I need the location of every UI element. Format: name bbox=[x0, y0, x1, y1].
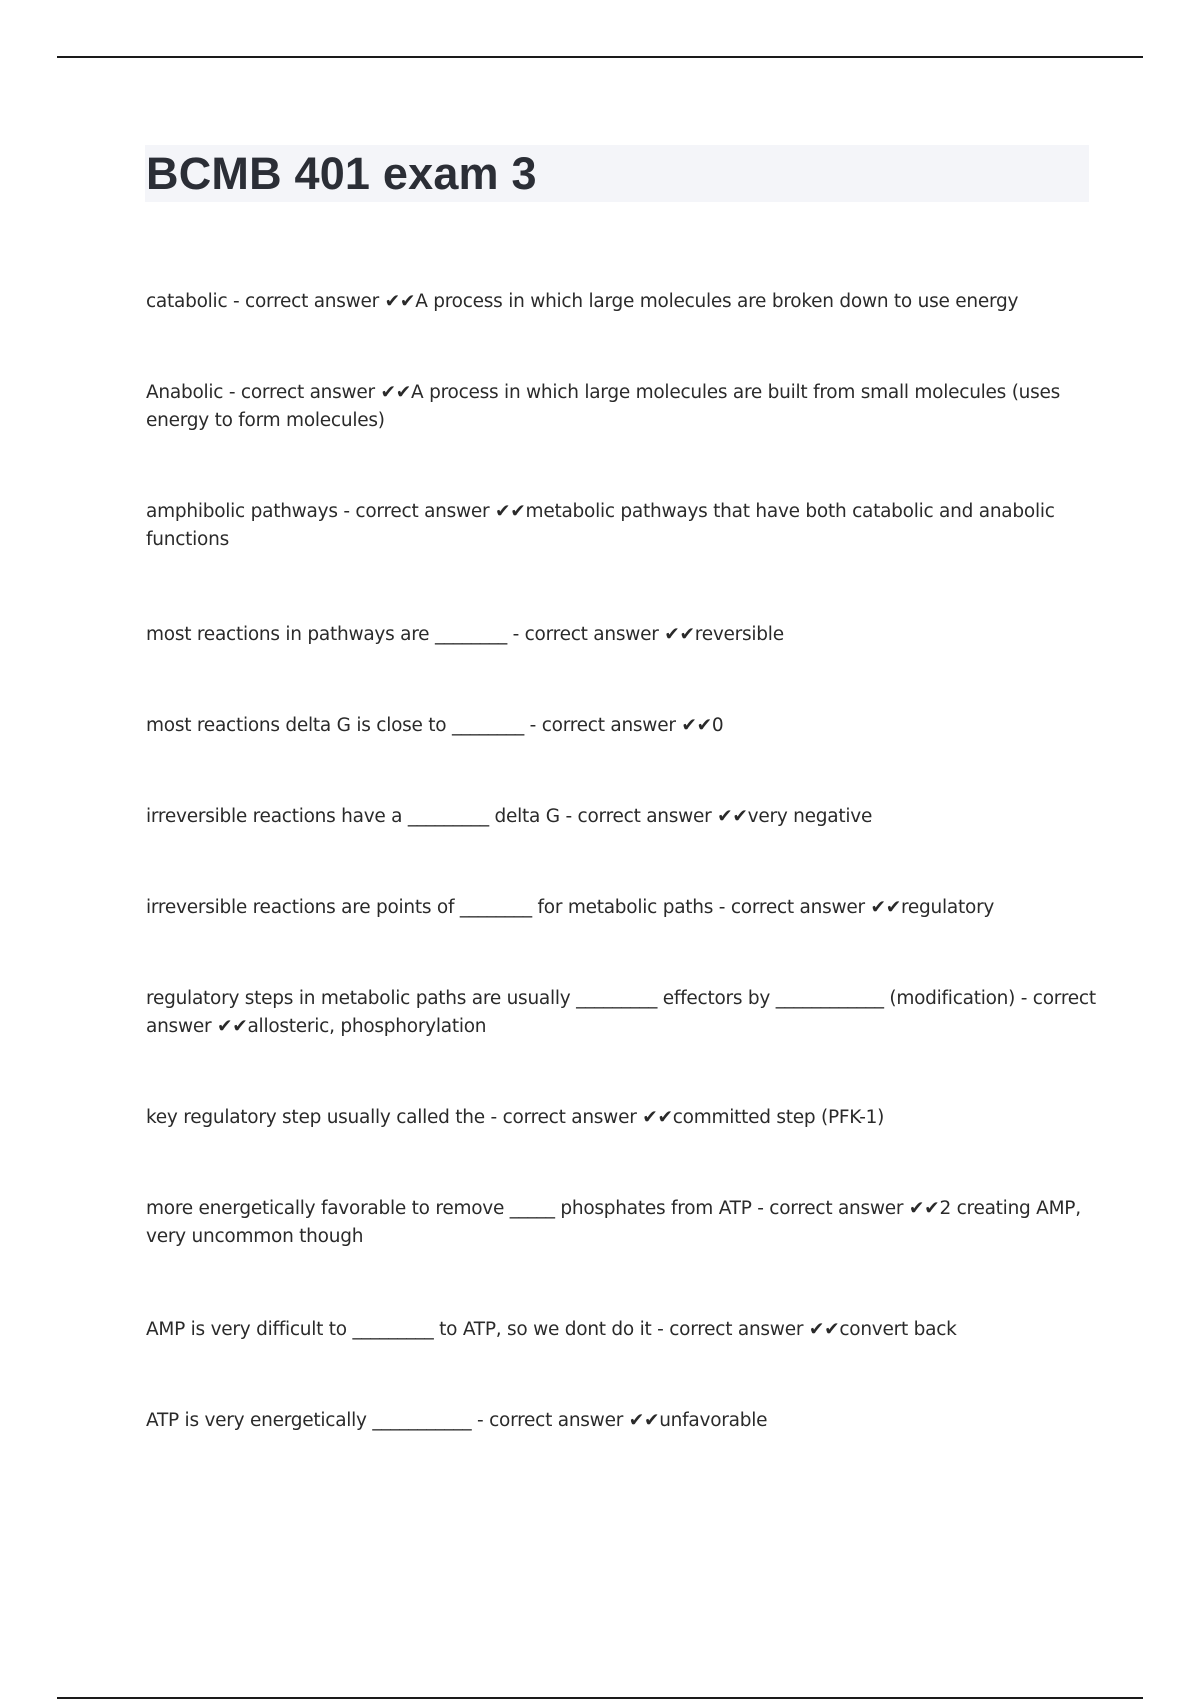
answer: regulatory bbox=[900, 897, 995, 918]
document-title: BCMB 401 exam 3 bbox=[146, 148, 537, 199]
term: irreversible reactions have a _________ delta G bbox=[146, 806, 560, 827]
flashcard-item bbox=[146, 712, 1096, 740]
answer: reversible bbox=[694, 624, 784, 645]
term: catabolic bbox=[146, 291, 228, 312]
term: more energetically favorable to remove _____ phosphates from ATP bbox=[146, 1198, 752, 1219]
answer: committed step (PFK-1) bbox=[672, 1107, 885, 1128]
answer: A process in which large molecules are broken down to use energy bbox=[415, 291, 1019, 312]
flashcard-item bbox=[146, 498, 1096, 554]
answer-label: - correct answer bbox=[506, 624, 665, 645]
check-icon: ✔✔ bbox=[717, 806, 748, 827]
flashcard-item bbox=[146, 894, 1096, 922]
check-icon: ✔✔ bbox=[384, 291, 416, 312]
term: irreversible reactions are points of ________ for metabolic paths bbox=[146, 897, 714, 918]
term: most reactions in pathways are ________ bbox=[146, 624, 507, 645]
answer-label: - correct answer bbox=[484, 1107, 643, 1128]
footer-rule bbox=[57, 1697, 1143, 1699]
term: regulatory steps in metabolic paths are usually _________ effectors by ____________ (modification) bbox=[146, 988, 1016, 1009]
check-icon: ✔✔ bbox=[908, 1198, 940, 1219]
check-icon: ✔✔ bbox=[495, 501, 526, 522]
check-icon: ✔✔ bbox=[808, 1319, 840, 1340]
flashcard-item bbox=[146, 379, 1096, 435]
term: AMP is very difficult to _________ to ATP, so we dont do it bbox=[146, 1319, 652, 1340]
check-icon: ✔✔ bbox=[380, 382, 412, 403]
term: most reactions delta G is close to ________ bbox=[146, 715, 525, 736]
answer-label: - correct answer bbox=[146, 988, 1096, 1037]
answer-label: - correct answer bbox=[337, 501, 496, 522]
answer-label: - correct answer bbox=[651, 1319, 809, 1340]
answer: A process in which large molecules are built from small molecules (uses energy to form molecules) bbox=[146, 382, 1061, 431]
answer: allosteric, phosphorylation bbox=[247, 1016, 487, 1037]
check-icon: ✔✔ bbox=[642, 1107, 673, 1128]
flashcard-item bbox=[146, 621, 1096, 649]
check-icon: ✔✔ bbox=[628, 1410, 660, 1431]
term: amphibolic pathways bbox=[146, 501, 338, 522]
check-icon: ✔✔ bbox=[870, 897, 901, 918]
answer: 0 bbox=[711, 715, 724, 736]
flashcard-item bbox=[146, 1195, 1096, 1251]
answer-label: - correct answer bbox=[471, 1410, 629, 1431]
answer-label: - correct answer bbox=[559, 806, 718, 827]
flashcard-item bbox=[146, 985, 1096, 1041]
term: ATP is very energetically ___________ bbox=[146, 1410, 472, 1431]
flashcard-item bbox=[146, 288, 1096, 316]
answer: very negative bbox=[747, 806, 873, 827]
term: Anabolic bbox=[146, 382, 224, 403]
header-rule bbox=[57, 56, 1143, 58]
check-icon: ✔✔ bbox=[216, 1016, 248, 1037]
answer-label: - correct answer bbox=[223, 382, 381, 403]
flashcard-item bbox=[146, 1316, 1096, 1344]
term: key regulatory step usually called the bbox=[146, 1107, 485, 1128]
answer-label: - correct answer bbox=[751, 1198, 909, 1219]
check-icon: ✔✔ bbox=[664, 624, 695, 645]
answer-label: - correct answer bbox=[227, 291, 385, 312]
check-icon: ✔✔ bbox=[681, 715, 712, 736]
flashcard-item bbox=[146, 1407, 1096, 1435]
flashcard-item bbox=[146, 1104, 1096, 1132]
answer: convert back bbox=[839, 1319, 957, 1340]
answer: unfavorable bbox=[659, 1410, 768, 1431]
answer: metabolic pathways that have both catabolic and anabolic functions bbox=[146, 501, 1055, 550]
flashcard-item bbox=[146, 803, 1096, 831]
answer-label: - correct answer bbox=[713, 897, 871, 918]
answer: 2 creating AMP, very uncommon though bbox=[146, 1198, 1081, 1247]
answer-label: - correct answer bbox=[524, 715, 682, 736]
